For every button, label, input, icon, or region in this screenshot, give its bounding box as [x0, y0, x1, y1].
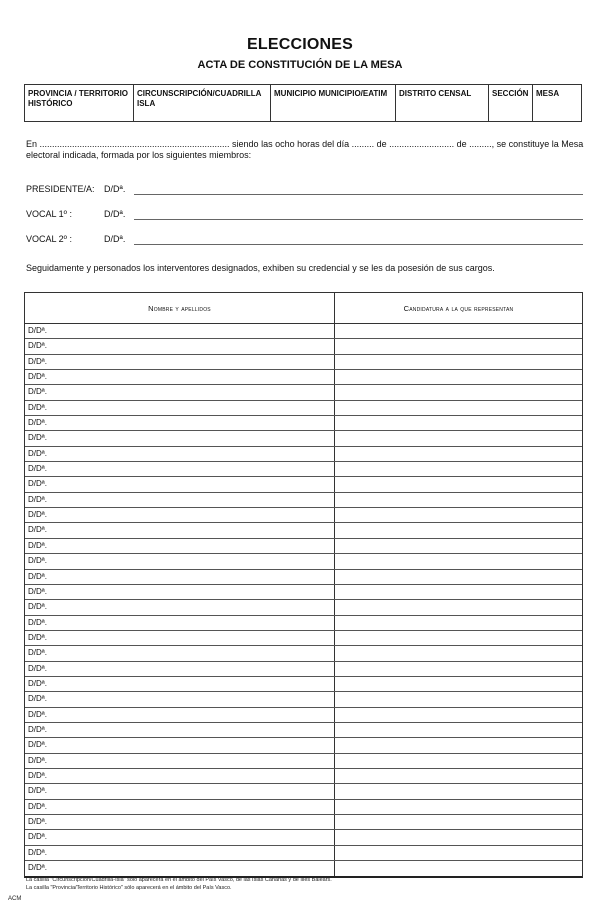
interventor-name-cell[interactable]: D/Dª. — [25, 631, 335, 645]
table-row — [25, 616, 582, 631]
interventores-paragraph: Seguidamente y personados los interventores designados, exhiben su credencial y se les da posesión de sus cargos. — [26, 263, 495, 273]
interventor-name-cell[interactable]: D/Dª. — [25, 723, 335, 737]
table-row — [25, 401, 582, 416]
interventor-name-cell[interactable]: D/Dª. — [25, 692, 335, 706]
table-row — [25, 830, 582, 845]
candidatura-cell[interactable] — [335, 570, 582, 584]
candidatura-cell[interactable] — [335, 523, 582, 537]
footnote-2: La casilla "Provincia/Territorio Histórico" sólo aparecerá en el ámbito del País Vasco. — [26, 885, 232, 891]
table-row — [25, 708, 582, 723]
member-row-vocal-2 — [26, 234, 583, 248]
table-row — [25, 769, 582, 784]
interventor-name-cell[interactable]: D/Dª. — [25, 385, 335, 399]
table-row — [25, 631, 582, 646]
table-row — [25, 692, 582, 707]
member-name-field[interactable] — [134, 194, 583, 195]
table-row — [25, 385, 582, 400]
table-row — [25, 339, 582, 354]
table-row — [25, 570, 582, 585]
column-header-nombre: Nombre y apellidos — [25, 293, 335, 323]
interventor-name-cell[interactable]: D/Dª. — [25, 616, 335, 630]
candidatura-cell[interactable] — [335, 815, 582, 829]
interventor-name-cell[interactable]: D/Dª. — [25, 355, 335, 369]
candidatura-cell[interactable] — [335, 493, 582, 507]
document-title: ELECCIONES — [246, 36, 353, 53]
member-role-label: PRESIDENTE/A: — [26, 184, 95, 194]
interventor-name-cell[interactable]: D/Dª. — [25, 769, 335, 783]
field-seccion[interactable] — [489, 85, 533, 121]
field-mesa[interactable] — [533, 85, 581, 121]
intro-paragraph: En ............................................................................ siendo las ocho horas del día ......... de .......................... de ........., se constituye la Mesa electoral indicada, formada por los siguientes miembros: — [26, 139, 584, 160]
candidatura-cell[interactable] — [335, 385, 582, 399]
interventor-name-cell[interactable]: D/Dª. — [25, 600, 335, 614]
interventor-name-cell[interactable]: D/Dª. — [25, 815, 335, 829]
member-prefix: D/Dª. — [104, 209, 126, 219]
interventor-name-cell[interactable]: D/Dª. — [25, 477, 335, 491]
field-distrito-label: DISTRITO CENSAL — [399, 89, 472, 98]
field-mesa-label: MESA — [536, 89, 560, 98]
interventor-name-cell[interactable]: D/Dª. — [25, 662, 335, 676]
table-row — [25, 646, 582, 661]
interventor-name-cell[interactable]: D/Dª. — [25, 738, 335, 752]
candidatura-cell[interactable] — [335, 508, 582, 522]
interventor-name-cell[interactable]: D/Dª. — [25, 370, 335, 384]
field-distrito-censal[interactable] — [396, 85, 489, 121]
candidatura-cell[interactable] — [335, 416, 582, 430]
interventor-name-cell[interactable]: D/Dª. — [25, 846, 335, 860]
table-row — [25, 462, 582, 477]
candidatura-cell[interactable] — [335, 600, 582, 614]
footnote-1: La casilla "Circunscripción/Cuadrilla-Isla" sólo aparecerá en el ámbito del País Vasco, de las Islas Canarias y de Illes Balears. — [26, 877, 332, 883]
header-fields-box — [24, 84, 582, 122]
field-circunscripcion[interactable] — [134, 85, 271, 121]
candidatura-cell[interactable] — [335, 692, 582, 706]
table-row — [25, 784, 582, 799]
table-row — [25, 585, 582, 600]
member-row-presidente — [26, 184, 583, 198]
candidatura-cell[interactable] — [335, 723, 582, 737]
candidatura-cell[interactable] — [335, 370, 582, 384]
interventor-name-cell[interactable]: D/Dª. — [25, 508, 335, 522]
candidatura-cell[interactable] — [335, 585, 582, 599]
table-row — [25, 508, 582, 523]
interventor-name-cell[interactable]: D/Dª. — [25, 416, 335, 430]
table-row — [25, 738, 582, 753]
member-name-field[interactable] — [134, 219, 583, 220]
candidatura-cell[interactable] — [335, 631, 582, 645]
candidatura-cell[interactable] — [335, 324, 582, 338]
candidatura-cell[interactable] — [335, 339, 582, 353]
interventor-name-cell[interactable]: D/Dª. — [25, 462, 335, 476]
interventor-name-cell[interactable]: D/Dª. — [25, 830, 335, 844]
interventores-table — [24, 292, 583, 878]
candidatura-cell[interactable] — [335, 477, 582, 491]
interventor-name-cell[interactable]: D/Dª. — [25, 800, 335, 814]
form-code: ACM — [8, 896, 22, 902]
interventor-name-cell[interactable]: D/Dª. — [25, 447, 335, 461]
field-provincia[interactable] — [25, 85, 134, 121]
table-row — [25, 370, 582, 385]
field-seccion-label: SECCIÓN — [492, 89, 529, 98]
candidatura-cell[interactable] — [335, 738, 582, 752]
interventor-name-cell[interactable]: D/Dª. — [25, 708, 335, 722]
interventor-name-cell[interactable]: D/Dª. — [25, 324, 335, 338]
interventor-name-cell[interactable]: D/Dª. — [25, 861, 335, 876]
interventor-name-cell[interactable]: D/Dª. — [25, 401, 335, 415]
member-prefix: D/Dª. — [104, 184, 126, 194]
interventor-name-cell[interactable]: D/Dª. — [25, 554, 335, 568]
table-row — [25, 662, 582, 677]
table-row — [25, 800, 582, 815]
table-row — [25, 493, 582, 508]
table-row — [25, 861, 582, 876]
table-row — [25, 447, 582, 462]
candidatura-cell[interactable] — [335, 846, 582, 860]
interventor-name-cell[interactable]: D/Dª. — [25, 493, 335, 507]
interventor-name-cell[interactable]: D/Dª. — [25, 523, 335, 537]
interventor-name-cell[interactable]: D/Dª. — [25, 784, 335, 798]
candidatura-cell[interactable] — [335, 539, 582, 553]
interventor-name-cell[interactable]: D/Dª. — [25, 754, 335, 768]
interventor-name-cell[interactable]: D/Dª. — [25, 677, 335, 691]
table-row — [25, 677, 582, 692]
table-header — [25, 293, 582, 324]
interventor-name-cell[interactable]: D/Dª. — [25, 585, 335, 599]
interventor-name-cell[interactable]: D/Dª. — [25, 646, 335, 660]
candidatura-cell[interactable] — [335, 646, 582, 660]
member-prefix: D/Dª. — [104, 234, 126, 244]
candidatura-cell[interactable] — [335, 677, 582, 691]
candidatura-cell[interactable] — [335, 431, 582, 445]
member-role-label: VOCAL 1º : — [26, 209, 72, 219]
table-row — [25, 600, 582, 615]
member-role-label: VOCAL 2º : — [26, 234, 72, 244]
field-provincia-label: PROVINCIA / TERRITORIO HISTÓRICO — [28, 89, 129, 108]
table-row — [25, 539, 582, 554]
member-name-field[interactable] — [134, 244, 583, 245]
interventor-name-cell[interactable]: D/Dª. — [25, 570, 335, 584]
candidatura-cell[interactable] — [335, 830, 582, 844]
candidatura-cell[interactable] — [335, 708, 582, 722]
interventor-name-cell[interactable]: D/Dª. — [25, 339, 335, 353]
candidatura-cell[interactable] — [335, 616, 582, 630]
table-body — [25, 324, 582, 876]
field-municipio[interactable] — [271, 85, 396, 121]
table-row — [25, 431, 582, 446]
table-row — [25, 324, 582, 339]
table-row — [25, 754, 582, 769]
interventor-name-cell[interactable]: D/Dª. — [25, 431, 335, 445]
table-row — [25, 815, 582, 830]
candidatura-cell[interactable] — [335, 861, 582, 876]
candidatura-cell[interactable] — [335, 554, 582, 568]
candidatura-cell[interactable] — [335, 447, 582, 461]
candidatura-cell[interactable] — [335, 784, 582, 798]
table-row — [25, 477, 582, 492]
table-row — [25, 523, 582, 538]
table-row — [25, 355, 582, 370]
candidatura-cell[interactable] — [335, 754, 582, 768]
candidatura-cell[interactable] — [335, 401, 582, 415]
field-circunscripcion-label: CIRCUNSCRIPCIÓN/CUADRILLA ISLA — [137, 89, 262, 108]
column-header-candidatura: Candidatura a la que representan — [403, 303, 514, 313]
document-subtitle: ACTA DE CONSTITUCIÓN DE LA MESA — [197, 59, 403, 71]
candidatura-cell[interactable] — [335, 800, 582, 814]
interventor-name-cell[interactable]: D/Dª. — [25, 539, 335, 553]
candidatura-cell[interactable] — [335, 462, 582, 476]
field-municipio-label: MUNICIPIO MUNICIPIO/EATIM — [274, 89, 388, 98]
candidatura-cell[interactable] — [335, 355, 582, 369]
candidatura-cell[interactable] — [335, 769, 582, 783]
member-row-vocal-1 — [26, 209, 583, 223]
table-row — [25, 554, 582, 569]
candidatura-cell[interactable] — [335, 662, 582, 676]
table-row — [25, 723, 582, 738]
table-row — [25, 416, 582, 431]
table-row — [25, 846, 582, 861]
